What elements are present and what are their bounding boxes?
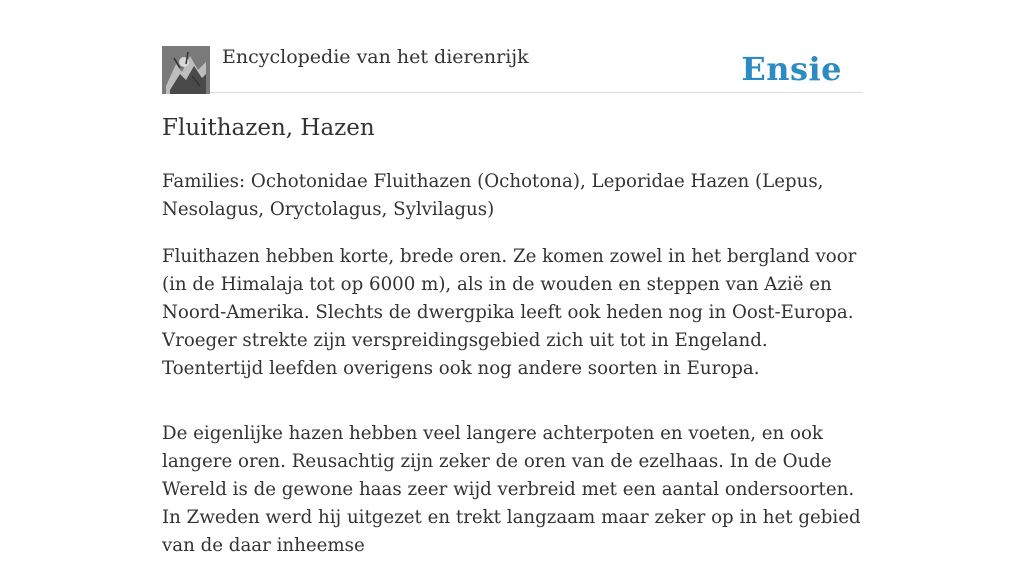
families-paragraph: Families: Ochotonidae Fluithazen (Ochotona), Leporidae Hazen (Lepus, Nesolagus, Oryctolagus, Sylvilagus) [162, 171, 824, 220]
body-paragraph: Fluithazen hebben korte, brede oren. Ze komen zowel in het bergland voor (in de Himalaja tot op 6000 m), als in de wouden en steppen van Azië en Noord-Amerika. Slechts de dwergpika leeft ook heden nog in Oost-Europa. Vroeger strekte zijn verspreidingsgebied zich uit tot in Engeland. Toentertijd leefden overigens ook nog andere soorten in Europa. [162, 246, 857, 379]
body-paragraph: De eigenlijke hazen hebben veel langere achterpoten en voeten, en ook langere oren. Reusachtig zijn zeker de oren van de ezelhaas. In de Oude Wereld is de gewone haas zeer wijd verbreid met een aantal ondersoorten. In Zweden werd hij uitgezet en trekt langzaam maar zeker op in het gebied van de daar inheemse [162, 423, 861, 556]
book-title[interactable]: Encyclopedie van het dierenrijk [222, 46, 529, 68]
article-title: Fluithazen, Hazen [162, 115, 375, 141]
brand-logo[interactable]: Ensie [741, 50, 842, 88]
article-body [162, 168, 867, 579]
book-cover-icon[interactable] [162, 46, 210, 94]
header [162, 44, 862, 93]
